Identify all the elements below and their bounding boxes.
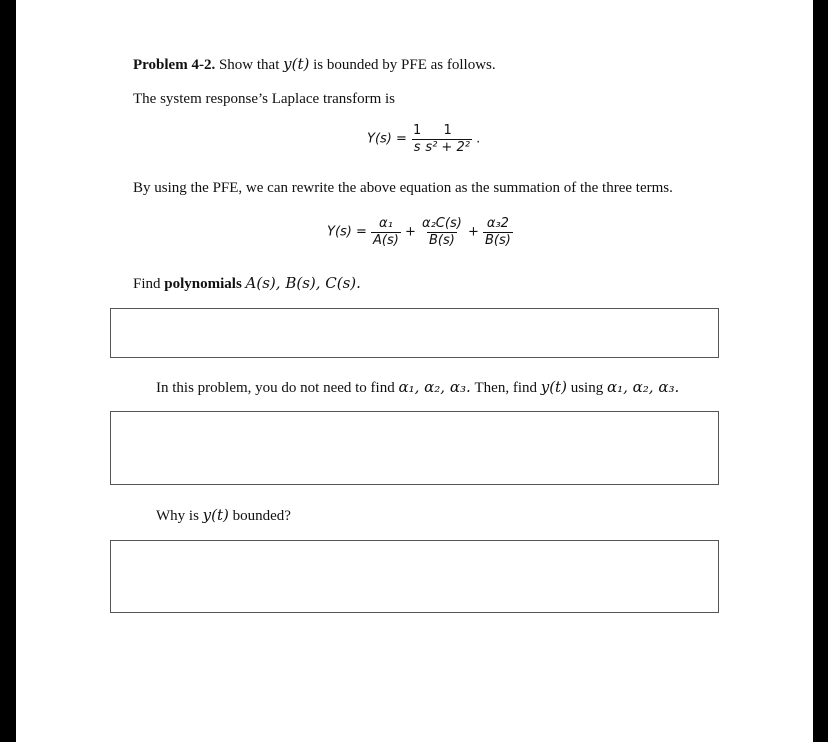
- answer-box-polynomials[interactable]: [110, 308, 719, 358]
- answer-box-why-bounded[interactable]: [110, 540, 719, 613]
- why-bounded-line: [156, 506, 291, 525]
- eq2-plus-1: +: [404, 224, 416, 240]
- eq2-t3-num: α₃2: [486, 216, 509, 231]
- eq1-num1: 1: [413, 123, 422, 138]
- pfe-line: By using the PFE, we can rewrite the above equation as the summation of the three terms.: [133, 180, 673, 196]
- second-alphas: α₁, α₂, α₃.: [398, 378, 471, 396]
- document-page: [16, 0, 813, 742]
- eq2-t3-den: B(s): [485, 232, 511, 248]
- eq2-t2-den: B(s): [429, 232, 455, 248]
- intro-text-b: is bounded by PFE as follows.: [313, 57, 496, 73]
- find-polynomials-line: [133, 274, 361, 293]
- laplace-line: The system response’s Laplace transform is: [133, 91, 396, 107]
- equation-laplace: [367, 124, 480, 154]
- equation-pfe: [327, 217, 513, 247]
- third-text-b: bounded?: [232, 508, 291, 524]
- problem-statement: [133, 55, 496, 74]
- eq1-fraction-2: [423, 124, 472, 154]
- eq1-den2: s² + 2²: [425, 139, 470, 155]
- third-text-a: Why is: [156, 508, 199, 524]
- find-bold-word: polynomials: [164, 276, 242, 292]
- y-of-t: y(t): [283, 55, 310, 73]
- find-y-line: [156, 378, 679, 397]
- eq1-num2: 1: [443, 123, 452, 138]
- second-y-of-t: y(t): [540, 378, 567, 396]
- third-y-of-t: y(t): [202, 506, 229, 524]
- eq2-t1-den: A(s): [373, 232, 399, 248]
- second-text-b: Then, find: [474, 380, 537, 396]
- eq2-t2-num: α₂C(s): [422, 216, 462, 231]
- problem-label: Problem 4-2.: [133, 57, 216, 73]
- second-text-c: using: [570, 380, 604, 396]
- eq2-plus-2: +: [467, 224, 479, 240]
- answer-box-y-of-t[interactable]: [110, 411, 719, 485]
- find-math: A(s), B(s), C(s).: [245, 274, 361, 292]
- second-alphas-end: α₁, α₂, α₃.: [606, 378, 680, 396]
- eq2-term-2: [420, 217, 464, 247]
- find-prefix: Find: [133, 276, 161, 292]
- eq1-fraction-1: [411, 124, 423, 154]
- eq2-lhs: Y(s) =: [327, 224, 367, 240]
- eq2-t1-num: α₁: [379, 216, 393, 231]
- second-text-a: In this problem, you do not need to find: [156, 380, 395, 396]
- eq2-term-1: [371, 217, 401, 247]
- eq1-den1: s: [413, 139, 421, 155]
- eq1-period: .: [476, 131, 481, 147]
- intro-text-a: Show that: [218, 57, 280, 73]
- eq1-lhs: Y(s) =: [367, 131, 407, 147]
- eq2-term-3: [483, 217, 513, 247]
